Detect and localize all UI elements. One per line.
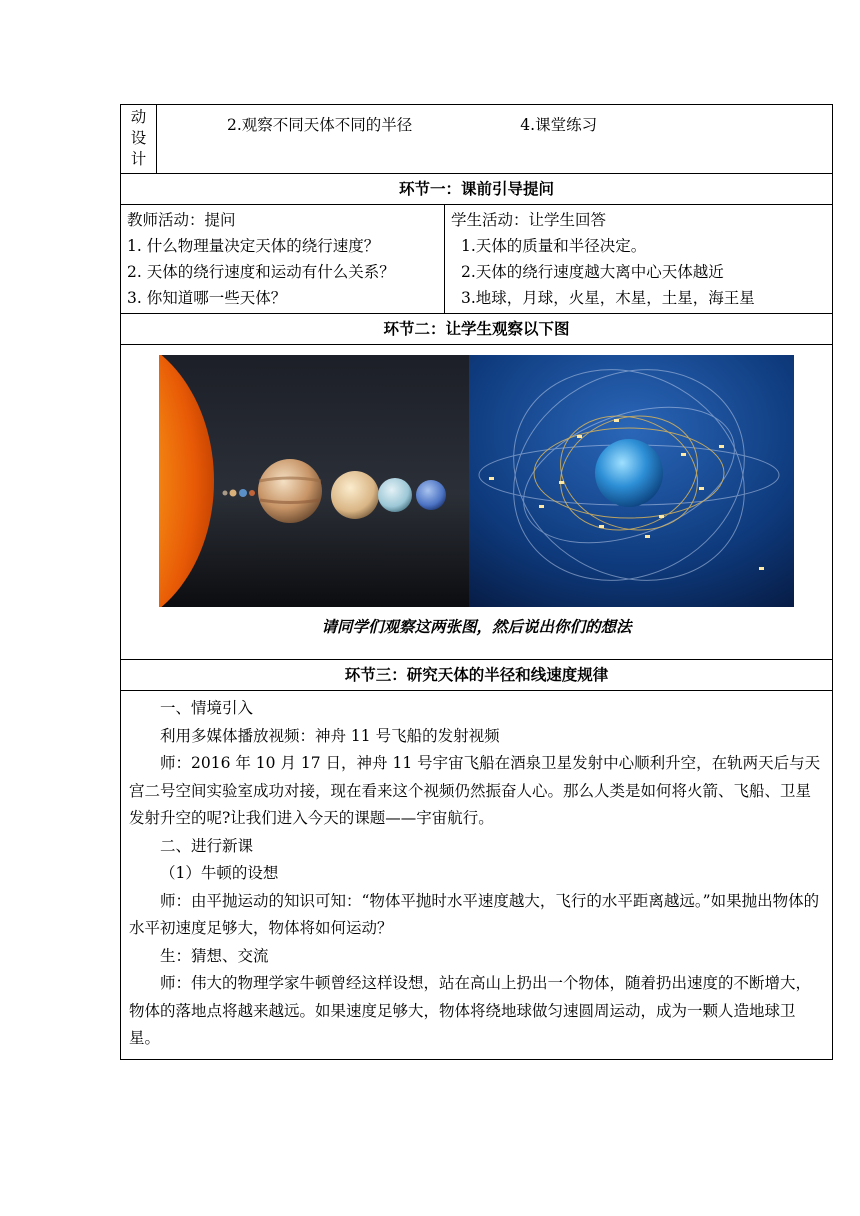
section1-title: 环节一：课前引导提问 <box>121 174 833 205</box>
student-answer: 1.天体的质量和半径决定。 <box>461 237 647 255</box>
body-paragraph: 生：猜想、交流 <box>160 946 269 965</box>
row-label-char: 计 <box>130 150 147 168</box>
student-heading: 学生活动：让学生回答 <box>451 211 607 229</box>
uranus-graphic <box>378 478 412 512</box>
earth-globe-graphic <box>595 439 663 507</box>
student-answer: 2.天体的绕行速度越大离中心天体越近 <box>461 263 724 281</box>
earth-small-graphic <box>239 489 247 497</box>
body-paragraph: 二、进行新课 <box>160 836 254 855</box>
plan-item-2: 2.观察不同天体不同的半径 <box>227 116 413 134</box>
student-activity-cell <box>445 205 833 314</box>
lesson-body-cell <box>121 691 833 1060</box>
mercury-graphic <box>223 491 228 496</box>
section3-title: 环节三：研究天体的半径和线速度规律 <box>121 660 833 691</box>
body-paragraph: 一、情境引入 <box>160 699 254 717</box>
neptune-graphic <box>416 480 446 510</box>
teacher-activity-cell <box>121 205 445 314</box>
activity-plan-cell <box>157 105 833 174</box>
section2-title: 环节二：让学生观察以下图 <box>121 314 833 345</box>
row-label-char: 动 <box>130 108 147 126</box>
astronomy-images <box>159 355 794 607</box>
venus-graphic <box>230 490 237 497</box>
image-cell <box>121 345 833 660</box>
mars-graphic <box>249 490 255 496</box>
student-answer: 3.地球，月球，火星，木星，土星，海王星 <box>461 289 755 307</box>
row-label-char: 设 <box>130 129 147 147</box>
teacher-heading: 教师活动：提问 <box>127 211 236 229</box>
body-paragraph: 利用多媒体播放视频：神舟 11 号飞船的发射视频 <box>160 726 500 745</box>
lesson-plan-table <box>120 104 833 1060</box>
teacher-question: 3. 你知道哪一些天体？ <box>127 289 287 307</box>
teacher-question: 1. 什么物理量决定天体的绕行速度？ <box>127 237 380 255</box>
body-paragraph: 师：由平抛运动的知识可知：“物体平抛时水平速度越大，飞行的水平距离越远。”如果抛出物体的水平初速度足够大，物体将如何运动？ <box>129 891 820 937</box>
jupiter-graphic <box>258 459 322 523</box>
teacher-question: 2. 天体的绕行速度和运动有什么关系？ <box>127 263 395 281</box>
body-paragraph: 师：伟大的物理学家牛顿曾经这样设想，站在高山上扔出一个物体，随着扔出速度的不断增大，物体的落地点将越来越远。如果速度足够大，物体将绕地球做匀速圆周运动，成为一颗人造地球卫星。 <box>129 974 812 1047</box>
body-paragraph: （1）牛顿的设想 <box>160 864 279 882</box>
body-paragraph: 师：2016 年 10 月 17 日，神舟 11 号宇宙飞船在酒泉卫星发射中心顺利升空，在轨两天后与天宫二号空间实验室成功对接，现在看来这个视频仍然振奋人心。那么人类是如何将火箭、飞船、卫星发射升空的呢?让我们进入今天的课题——宇宙航行。 <box>129 754 821 827</box>
plan-item-4: 4.课堂练习 <box>520 116 598 134</box>
row-label-cell <box>121 105 157 174</box>
saturn-graphic <box>331 471 379 519</box>
image-caption: 请同学们观察这两张图，然后说出你们的想法 <box>321 617 632 636</box>
